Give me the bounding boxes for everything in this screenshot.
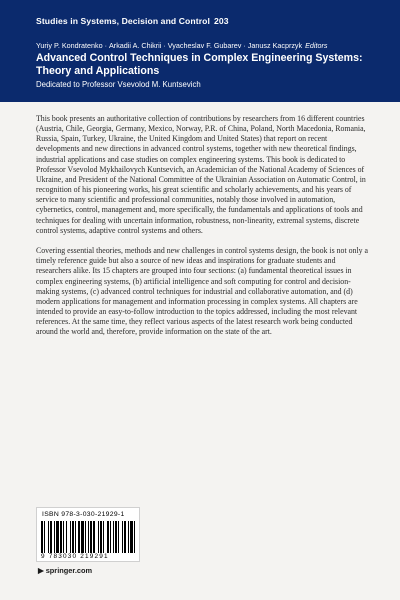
- barcode-bar: [124, 521, 126, 553]
- barcode-icon: [41, 521, 135, 553]
- isbn-label: ISBN 978-3-030-21929-1: [42, 511, 125, 518]
- series-line: [36, 16, 229, 26]
- barcode-bar: [100, 521, 102, 553]
- barcode-bar: [70, 521, 71, 553]
- barcode-bar: [72, 521, 74, 553]
- publisher-link[interactable]: [38, 566, 92, 575]
- barcode-bar: [118, 521, 119, 553]
- blurb-paragraph-1: This book presents an authoritative collection of contributions by researchers from 16 different countries (Austria, Chile, Georgia, Germany, Mexico, Norway, P.R. of China, Poland, North Macedonia, Romania, Russia, Spain, Turkey, Ukraine, the United Kingdom and United States) that report on recent developments and new directions in advanced control systems, together with new theoretical findings, industrial applications and case studies on complex engineering systems. This book is dedicated to Professor Vsevolod Mykhailovych Kuntsevich, an Academician of the National Academy of Sciences of Ukraine, and President of the National Committee of the Ukrainian Association on Automatic Control, in recognition of his pioneering works, his great scientific and scholarly achievements, and his years of service to many scientific and professional communities, notably those involved in automation, cybernetics, control, management and, more specifically, the fundamentals and applications of tools and techniques for dealing with uncertain information, robustness, non-linearity, extremal systems, discrete control systems, adaptive control systems and others.: [36, 114, 366, 235]
- barcode-bar: [90, 521, 92, 553]
- blurb: [36, 114, 372, 348]
- publisher-url: springer.com: [45, 566, 93, 575]
- arrow-right-icon: ▶: [38, 566, 44, 575]
- barcode-bar: [60, 521, 62, 553]
- isbn-barcode: [36, 507, 140, 562]
- separator: ·: [163, 41, 166, 50]
- barcode-bar: [56, 521, 59, 553]
- series-name: Studies in Systems, Decision and Control: [36, 16, 210, 26]
- barcode-bar: [54, 521, 55, 553]
- editor-name: Janusz Kacprzyk: [247, 41, 303, 50]
- barcode-bar: [48, 521, 49, 553]
- book-title: [36, 52, 381, 77]
- barcode-bar: [113, 521, 114, 553]
- editor-name: Yuriy P. Kondratenko: [36, 41, 103, 50]
- title-line-1: Advanced Control Techniques in Complex Engineering Systems:: [36, 52, 363, 64]
- barcode-bar: [103, 521, 104, 553]
- barcode-bar: [78, 521, 80, 553]
- editor-name: Vyacheslav F. Gubarev: [167, 41, 242, 50]
- barcode-bar: [110, 521, 111, 553]
- barcode-bar: [66, 521, 67, 553]
- title-line-2: Theory and Applications: [36, 64, 160, 77]
- barcode-bar: [107, 521, 109, 553]
- barcode-bar: [81, 521, 84, 553]
- barcode-bar: [63, 521, 64, 553]
- barcode-bar: [122, 521, 123, 553]
- barcode-bar: [44, 521, 45, 553]
- dedication: Dedicated to Professor Vsevolod M. Kuntsevich: [36, 80, 201, 89]
- barcode-bar: [130, 521, 133, 553]
- cover-header: [0, 0, 400, 102]
- barcode-bar: [93, 521, 95, 553]
- barcode-bar: [88, 521, 89, 553]
- barcode-bar: [85, 521, 86, 553]
- separator: ·: [243, 41, 246, 50]
- barcode-bar: [50, 521, 52, 553]
- separator: ·: [104, 41, 108, 50]
- editors-label: Editors: [305, 41, 328, 50]
- barcode-bar: [128, 521, 129, 553]
- barcode-bar: [115, 521, 117, 553]
- series-number: 203: [214, 16, 229, 26]
- barcode-bar: [41, 521, 43, 553]
- blurb-paragraph-2: Covering essential theories, methods and new challenges in control systems design, the book is not only a timely reference guide but also a source of new ideas and inspirations for graduate students and researchers alike. Its 15 chapters are grouped into four sections: (a) fundamental theoretical issues in complex engineering systems, (b) artificial intelligence and soft computing for control and decision-making systems, (c) advanced control techniques for industrial and collaborative automation, and (d) modern applications for management and information processing in complex systems. All chapters are intended to provide an easy-to-follow introduction to the topics addressed, including the most relevant references. At the same time, they reflect various aspects of the latest research work being conducted around the world and, therefore, provide information on the state of the art.: [36, 246, 368, 337]
- editor-name: Arkadii A. Chikrii: [109, 41, 162, 50]
- barcode-bar: [98, 521, 99, 553]
- barcode-digits: 9 783030 219291: [41, 553, 109, 560]
- editors-line: [36, 41, 381, 50]
- barcode-bar: [75, 521, 76, 553]
- barcode-bar: [134, 521, 135, 553]
